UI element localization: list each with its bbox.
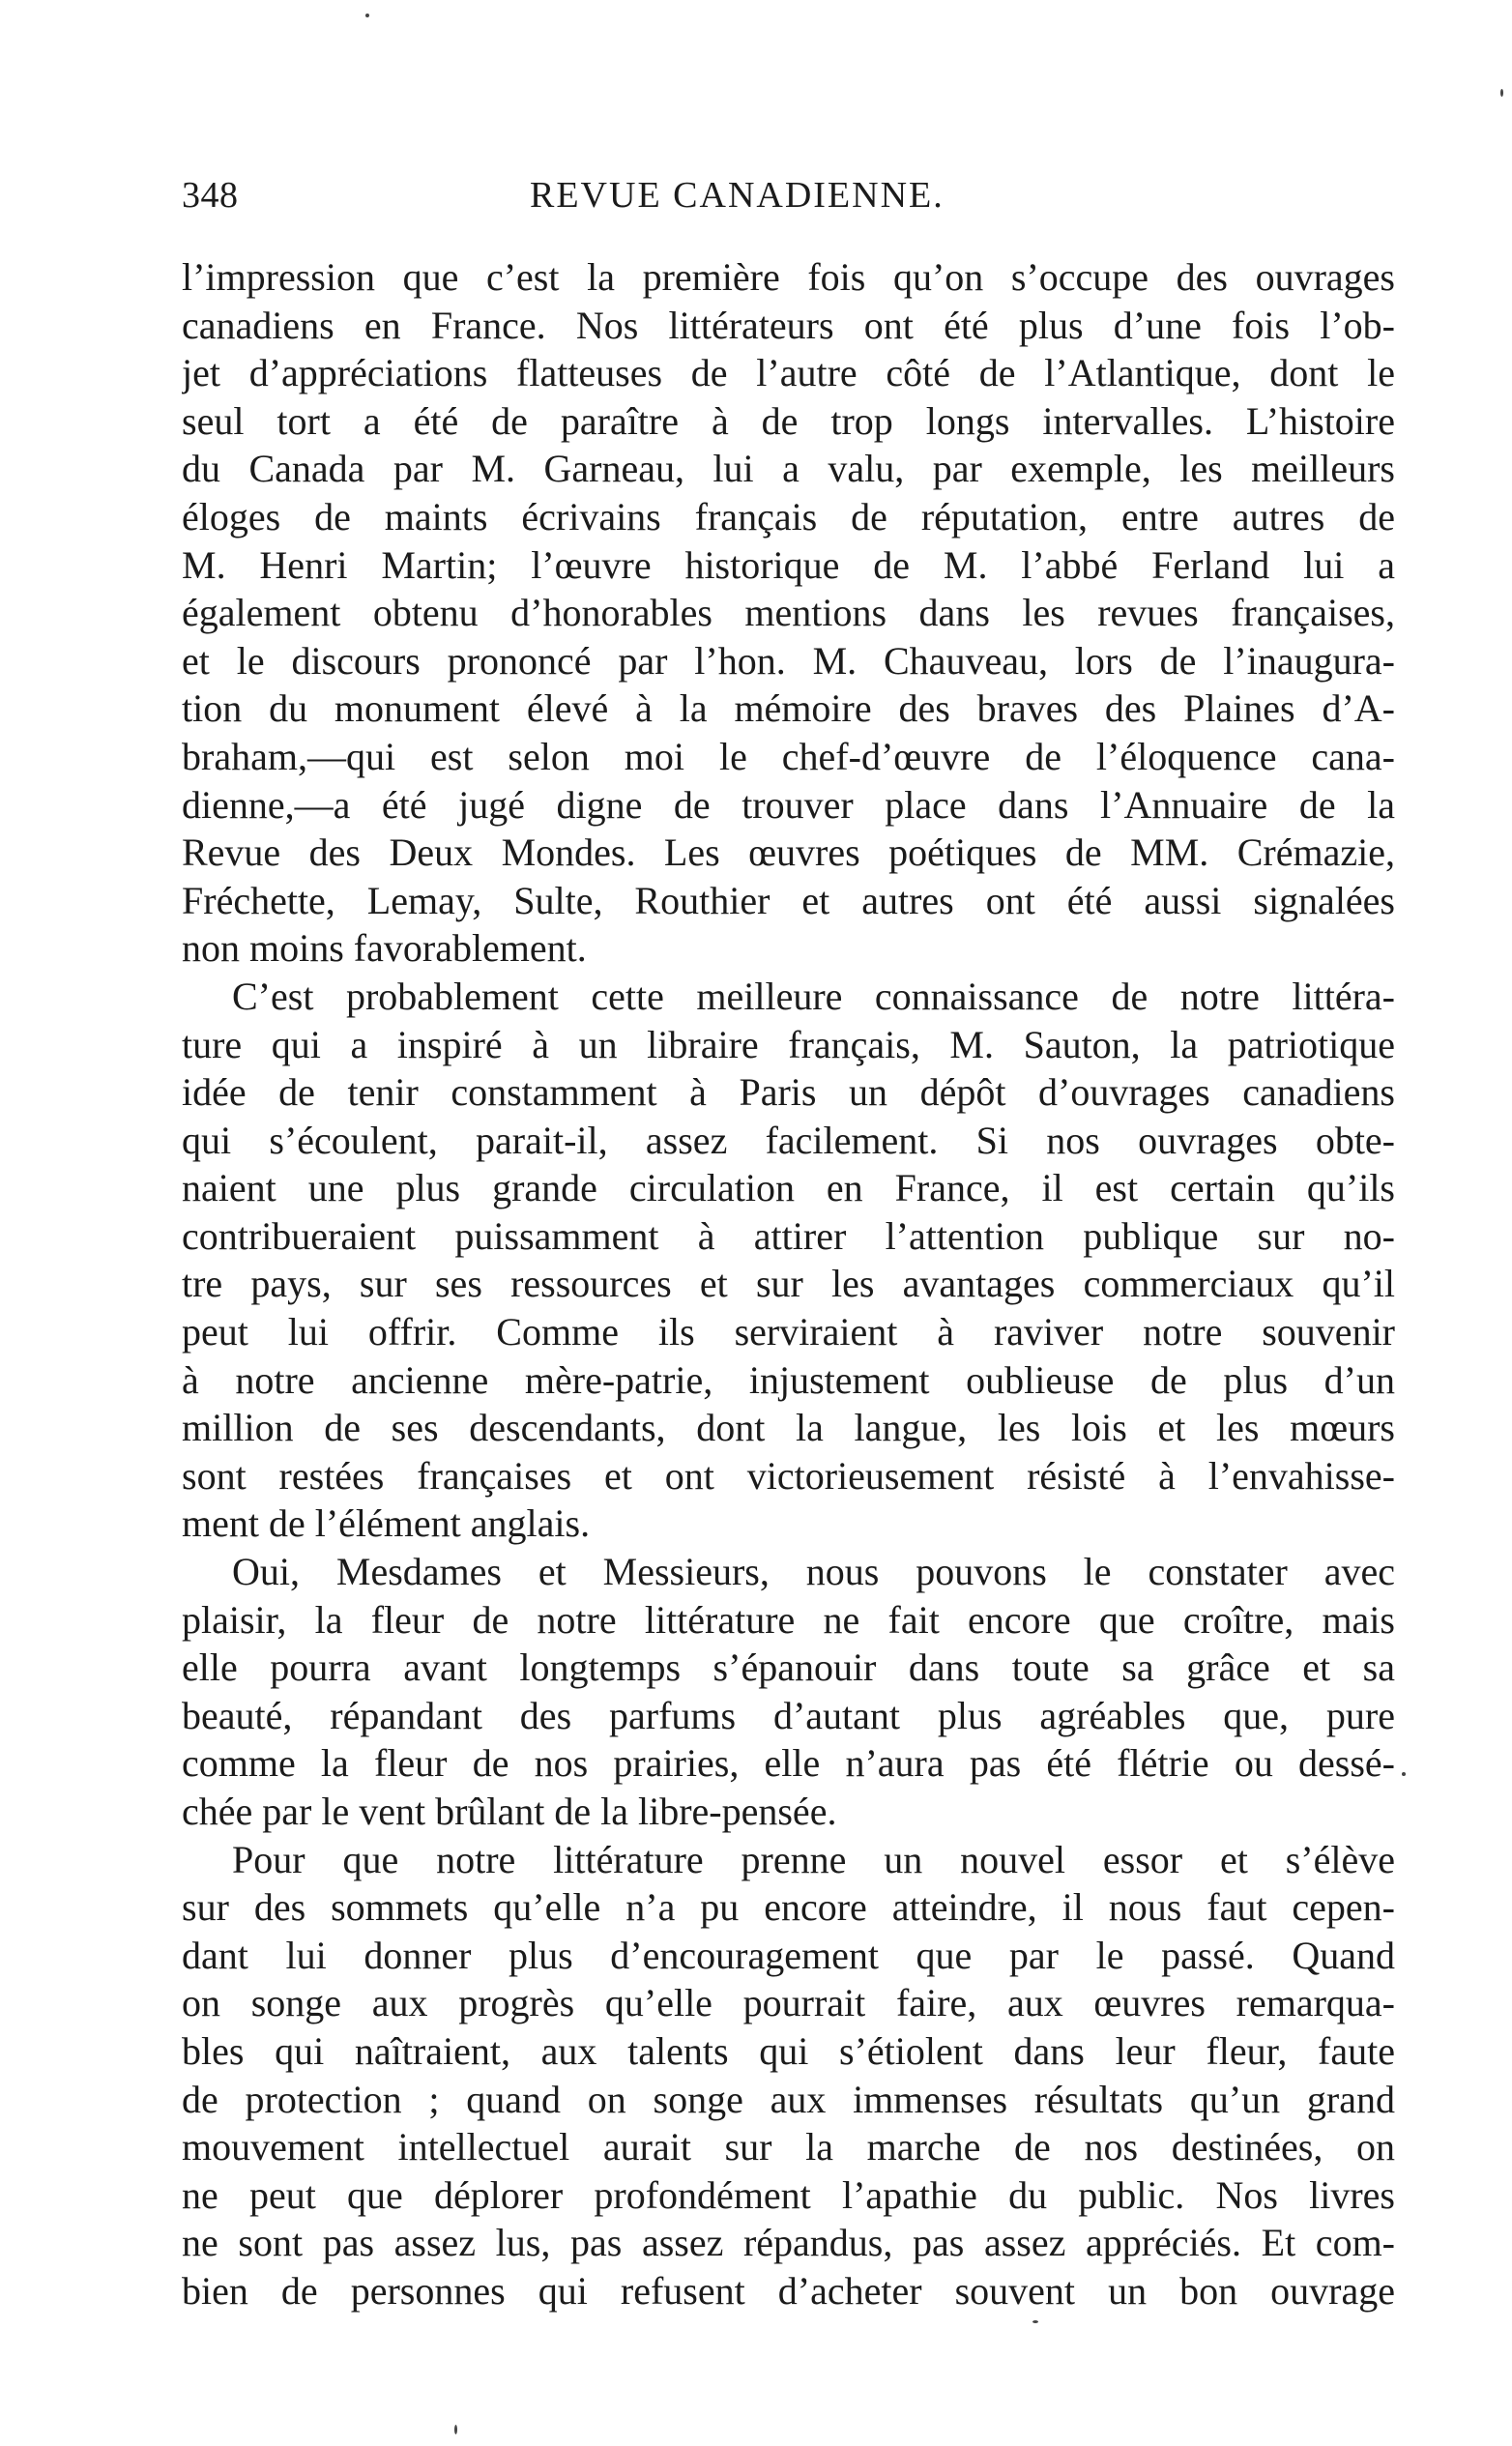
text-line: tre pays, sur ses ressources et sur les avantages commerciaux qu’il [182, 1262, 1395, 1306]
text-line: Pour que notre littérature prenne un nouvel essor et s’élève [232, 1837, 1395, 1881]
text-line: Revue des Deux Mondes. Les œuvres poétiques de MM. Crémazie, [182, 830, 1395, 875]
text-line: plaisir, la fleur de notre littérature ne fait encore que croître, mais [182, 1597, 1395, 1642]
text-line: elle pourra avant longtemps s’épanouir dans toute sa grâce et sa [182, 1645, 1395, 1690]
text-line: braham,—qui est selon moi le chef-d’œuvre de l’éloquence cana- [182, 734, 1395, 778]
text-line: beauté, répandant des parfums d’autant plus agréables que, pure [182, 1693, 1395, 1737]
text-line: M. Henri Martin; l’œuvre historique de M. l’abbé Ferland lui a [182, 542, 1395, 587]
text-line: million de ses descendants, dont la langue, les lois et les mœurs [182, 1406, 1395, 1450]
text-line: ment de l’élément anglais. [182, 1501, 591, 1546]
scan-speck [365, 14, 369, 17]
text-line: du Canada par M. Garneau, lui a valu, par exemple, les meilleurs [182, 447, 1395, 491]
text-line: peut lui offrir. Comme ils serviraient à raviver notre souvenir [182, 1310, 1395, 1354]
text-line: sur des sommets qu’elle n’a pu encore atteindre, il nous faut cepen- [182, 1885, 1395, 1930]
scan-speck [1032, 2320, 1038, 2323]
text-line: de protection ; quand on songe aux immenses résultats qu’un grand [182, 2077, 1395, 2121]
text-line: comme la fleur de nos prairies, elle n’aura pas été flétrie ou dessé- [182, 1741, 1395, 1786]
scan-speck [454, 2425, 457, 2434]
scan-speck [1402, 1772, 1406, 1776]
running-head: REVUE CANADIENNE. [530, 175, 945, 216]
text-line: à notre ancienne mère-patrie, injustement oublieuse de plus d’un [182, 1357, 1395, 1402]
text-line: éloges de maints écrivains français de réputation, entre autres de [182, 494, 1395, 539]
text-line: ne peut que déplorer profondément l’apathie du public. Nos livres [182, 2172, 1395, 2217]
page-header [182, 174, 1395, 232]
text-line: Fréchette, Lemay, Sulte, Routhier et autres ont été aussi signalées [182, 878, 1395, 922]
text-line: et le discours prononcé par l’hon. M. Chauveau, lors de l’inaugura- [182, 638, 1395, 683]
text-line: dienne,—a été jugé digne de trouver place dans l’Annuaire de la [182, 782, 1395, 827]
text-line: on songe aux progrès qu’elle pourrait faire, aux œuvres remarqua- [182, 1981, 1395, 2025]
text-line: dant lui donner plus d’encouragement que par le passé. Quand [182, 1933, 1395, 1977]
text-line: Oui, Mesdames et Messieurs, nous pouvons le constater avec [232, 1550, 1395, 1594]
text-line: tion du monument élevé à la mémoire des braves des Plaines d’A- [182, 686, 1395, 731]
text-line: bles qui naîtraient, aux talents qui s’étiolent dans leur fleur, faute [182, 2028, 1395, 2073]
text-line: l’impression que c’est la première fois qu’on s’occupe des ouvrages [182, 255, 1395, 299]
text-line: C’est probablement cette meilleure connaissance de notre littéra- [232, 974, 1395, 1018]
text-line: chée par le vent brûlant de la libre-pensée. [182, 1790, 837, 1833]
text-line: également obtenu d’honorables mentions dans les revues françaises, [182, 591, 1395, 635]
text-line: ture qui a inspiré à un libraire français, M. Sauton, la patriotique [182, 1022, 1395, 1066]
scan-speck [1500, 89, 1503, 97]
text-line: qui s’écoulent, parait-il, assez facilement. Si nos ouvrages obte- [182, 1118, 1395, 1162]
text-line: naient une plus grande circulation en France, il est certain qu’ils [182, 1166, 1395, 1210]
text-line: non moins favorablement. [182, 926, 587, 971]
body-text [182, 253, 1395, 2315]
text-line: mouvement intellectuel aurait sur la marche de nos destinées, on [182, 2125, 1395, 2169]
text-line: jet d’appréciations flatteuses de l’autre côté de l’Atlantique, dont le [182, 351, 1395, 395]
text-line: seul tort a été de paraître à de trop longs intervalles. L’histoire [182, 398, 1395, 443]
text-line: canadiens en France. Nos littérateurs ont été plus d’une fois l’ob- [182, 303, 1395, 347]
text-line: bien de personnes qui refusent d’acheter souvent un bon ouvrage [182, 2268, 1395, 2313]
text-line: contribueraient puissamment à attirer l’attention publique sur no- [182, 1213, 1395, 1258]
text-line: idée de tenir constamment à Paris un dépôt d’ouvrages canadiens [182, 1070, 1395, 1115]
page-number: 348 [182, 175, 239, 216]
text-line: sont restées françaises et ont victorieusement résisté à l’envahisse- [182, 1453, 1395, 1498]
text-line: ne sont pas assez lus, pas assez répandus, pas assez appréciés. Et com- [182, 2221, 1395, 2265]
